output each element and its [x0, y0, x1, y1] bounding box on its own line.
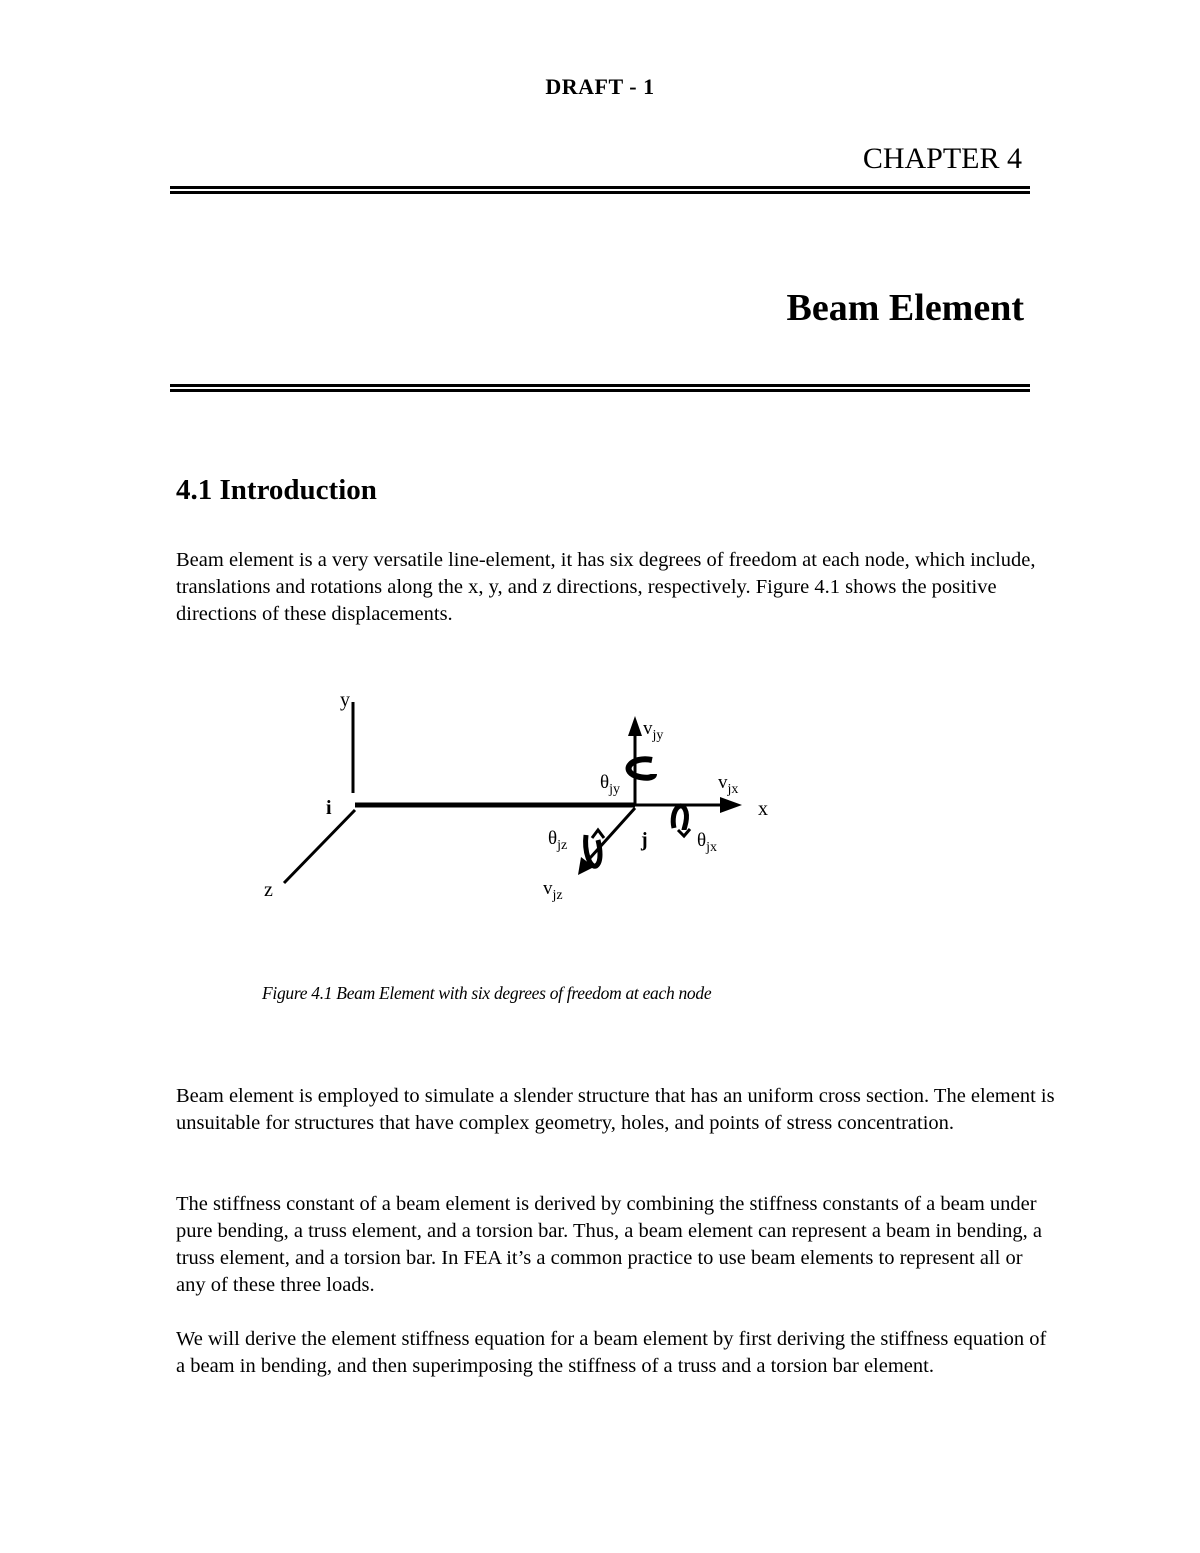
beam-element-figure [250, 680, 810, 910]
paragraph-2: Beam element is employed to simulate a slender structure that has an uniform cross section. The element is unsuitable for structures that have complex geometry, holes, and points of stress concentration. [176, 1085, 1055, 1134]
vjy-arrowhead [628, 716, 642, 736]
theta-jy-rotation-icon [629, 759, 654, 777]
label-theta-jy: $\theta_{jy}$ [600, 772, 620, 797]
label-theta-jz: $\theta_{jz}$ [548, 828, 568, 853]
double-rule-top [170, 186, 1030, 194]
double-rule-bottom [170, 384, 1030, 392]
label-vjy: $v_{jy}$ [643, 718, 664, 743]
label-j: j [641, 829, 648, 851]
label-x: x [758, 798, 768, 820]
chapter-title: Beam Element [786, 287, 1024, 329]
vjx-arrowhead [720, 797, 742, 813]
paragraph-4: We will derive the element stiffness equation for a beam element by first deriving the stiffness equation of a beam in bending, and then superimposing the stiffness of a truss and a torsion bar element. [176, 1328, 1047, 1377]
theta-jz-rotation-icon [586, 835, 600, 866]
label-y: y [340, 689, 350, 711]
chapter-label: CHAPTER 4 [862, 142, 1022, 175]
theta-jx-rotation-icon [673, 806, 686, 830]
label-theta-jx: $\theta_{jx}$ [697, 830, 717, 855]
label-z: z [264, 879, 273, 901]
label-i: i [326, 797, 332, 819]
figure-caption: Figure 4.1 Beam Element with six degrees of freedom at each node [262, 983, 712, 1003]
draft-header: DRAFT - 1 [545, 74, 655, 99]
z-axis [284, 810, 355, 883]
paragraph-3: The stiffness constant of a beam element is derived by combining the stiffness constants of a beam under pure bending, a truss element, and a torsion bar. Thus, a beam element can represent a beam in bending, a truss element, and a torsion bar. In FEA it’s a common practice to use beam elements to represent all or any of these three loads. [176, 1193, 1043, 1296]
paragraph-1: Beam element is a very versatile line-element, it has six degrees of freedom at each node, which include, translations and rotations along the x, y, and z directions, respectively. Figure 4.1 shows the positive directions of these displacements. [176, 549, 1036, 625]
label-vjz: $v_{jz}$ [543, 878, 563, 903]
label-vjx: $v_{jx}$ [718, 772, 739, 797]
section-heading: 4.1 Introduction [176, 474, 377, 506]
